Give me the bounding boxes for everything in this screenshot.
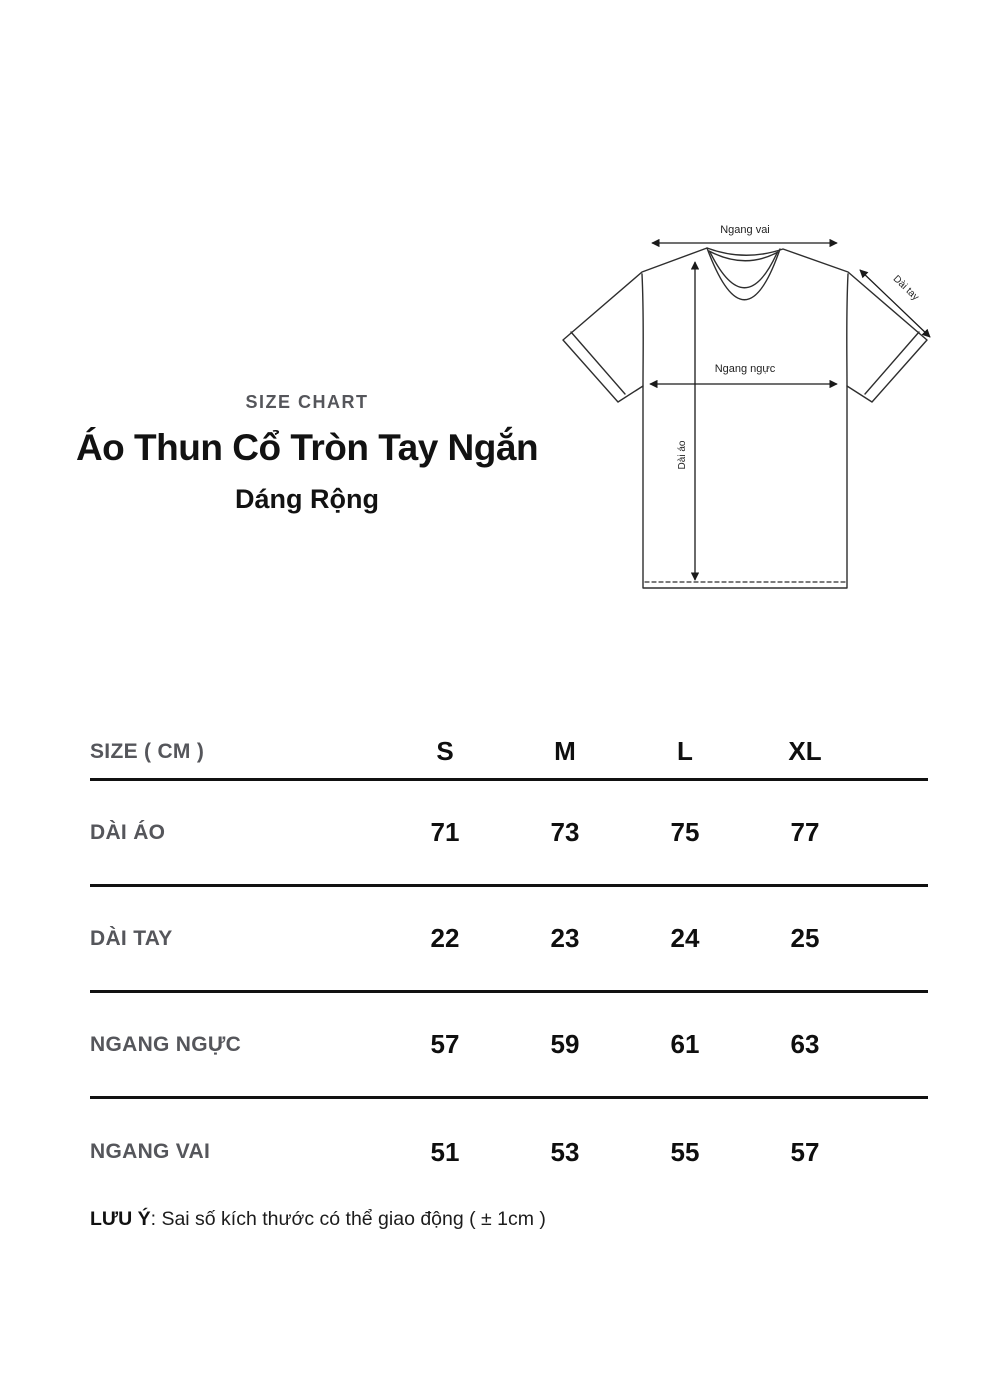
eyebrow-size-chart: SIZE CHART bbox=[245, 392, 369, 412]
column-header-s: S bbox=[436, 736, 454, 766]
cell-value: 73 bbox=[550, 817, 580, 847]
tshirt-outline bbox=[563, 248, 927, 588]
cell-value: 25 bbox=[790, 923, 820, 953]
cell-value: 23 bbox=[550, 923, 580, 953]
tolerance-note-prefix: LƯU Ý bbox=[90, 1208, 151, 1230]
cell-value: 77 bbox=[790, 817, 820, 847]
cell-value: 51 bbox=[430, 1136, 460, 1167]
row-label: DÀI TAY bbox=[90, 926, 173, 950]
tshirt-diagram-svg bbox=[550, 200, 950, 620]
tolerance-note bbox=[90, 1208, 546, 1231]
row-label: NGANG VAI bbox=[90, 1140, 211, 1163]
product-title: Áo Thun Cổ Tròn Tay Ngắn bbox=[75, 427, 539, 468]
table-row-ngang-vai bbox=[90, 1099, 928, 1205]
label-ngang-vai: Ngang vai bbox=[720, 224, 770, 236]
fit-subtitle: Dáng Rộng bbox=[235, 483, 379, 514]
cell-value: 59 bbox=[550, 1029, 580, 1059]
column-header-l: L bbox=[677, 736, 693, 766]
table-row-dai-ao bbox=[90, 781, 928, 887]
cell-value: 61 bbox=[670, 1029, 700, 1059]
table-row-dai-tay bbox=[90, 887, 928, 993]
size-table-header-row bbox=[90, 725, 928, 781]
label-ngang-nguc: Ngang ngực bbox=[714, 363, 776, 375]
cell-value: 63 bbox=[790, 1029, 820, 1059]
table-row-ngang-nguc bbox=[90, 993, 928, 1099]
cell-value: 57 bbox=[790, 1136, 820, 1167]
cell-value: 75 bbox=[670, 817, 700, 847]
size-table bbox=[90, 725, 928, 1205]
cell-value: 24 bbox=[670, 923, 700, 953]
label-dai-tay: Dài tay bbox=[890, 273, 921, 303]
row-label: DÀI ÁO bbox=[90, 820, 166, 844]
row-label: NGANG NGỰC bbox=[90, 1032, 242, 1056]
column-header-m: M bbox=[554, 736, 576, 766]
cell-value: 55 bbox=[670, 1136, 700, 1167]
cell-value: 22 bbox=[430, 923, 460, 953]
cell-value: 71 bbox=[430, 817, 460, 847]
tolerance-note-text: : Sai số kích thước có thể giao động ( ± 1cm ) bbox=[150, 1208, 546, 1230]
label-dai-ao: Dài áo bbox=[677, 440, 688, 470]
cell-value: 53 bbox=[550, 1136, 580, 1167]
tshirt-measurement-diagram bbox=[550, 200, 950, 620]
title-block bbox=[0, 392, 614, 515]
size-unit-header: SIZE ( CM ) bbox=[90, 739, 205, 763]
column-header-xl: XL bbox=[788, 736, 822, 766]
cell-value: 57 bbox=[430, 1029, 460, 1059]
